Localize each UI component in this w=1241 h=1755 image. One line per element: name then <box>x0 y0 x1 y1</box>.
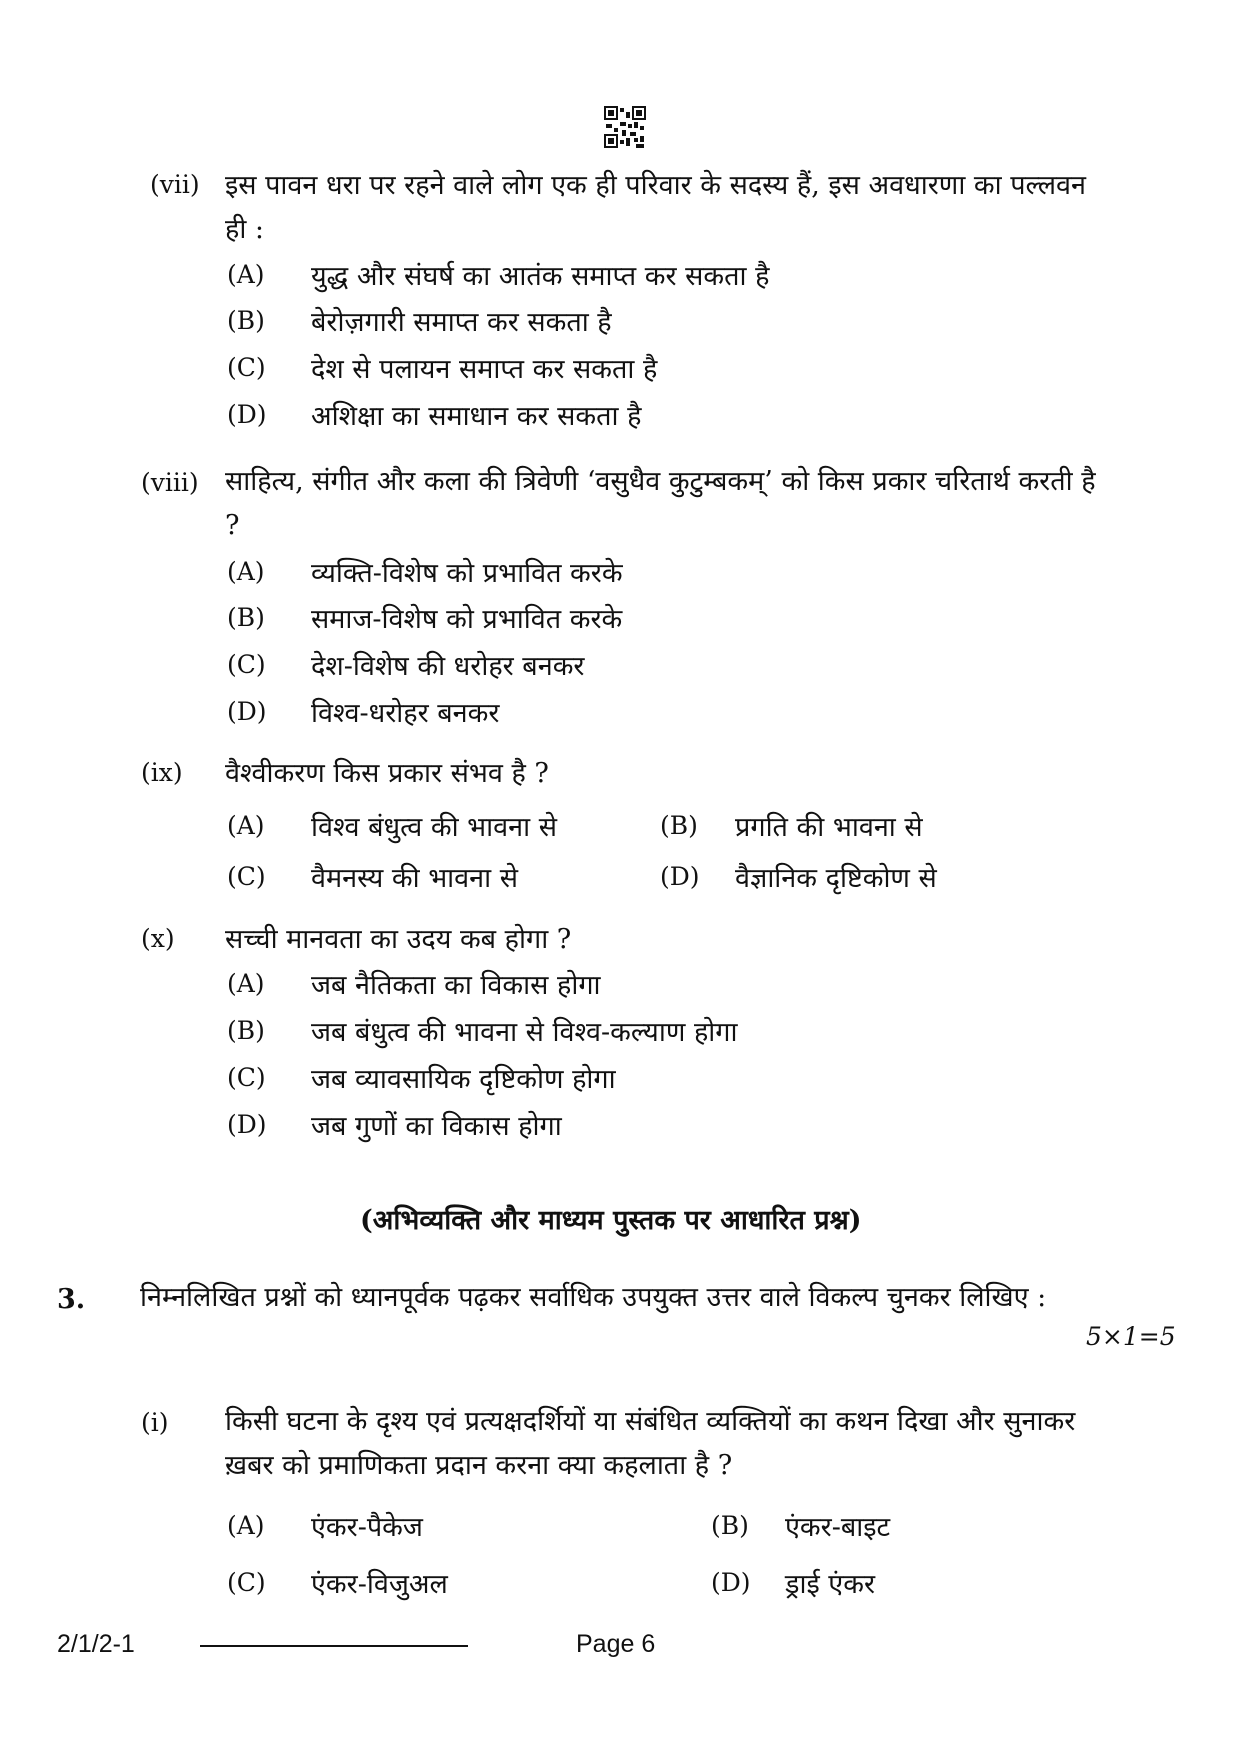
option-text: एंकर-विजुअल <box>311 1569 448 1600</box>
option-text: एंकर-बाइट <box>785 1512 891 1543</box>
question-number: (x) <box>141 924 175 953</box>
option-text: ड्राई एंकर <box>785 1569 875 1600</box>
question-text: वैश्वीकरण किस प्रकार संभव है ? <box>225 758 549 789</box>
question-number: (ix) <box>141 758 183 787</box>
option-label: (A) <box>227 1511 265 1540</box>
option-label: (A) <box>227 811 265 840</box>
option-text: जब गुणों का विकास होगा <box>311 1111 562 1142</box>
question-text: इस पावन धरा पर रहने वाले लोग एक ही परिवार के सदस्य हैं, इस अवधारणा का पल्लवन ही : <box>225 170 1087 245</box>
question-number: (viii) <box>141 468 199 497</box>
question-text: साहित्य, संगीत और कला की त्रिवेणी ‘वसुधैव कुटुम्बकम्’ को किस प्रकार चरितार्थ करती है ? <box>225 466 1096 541</box>
option-text: प्रगति की भावना से <box>735 812 923 843</box>
option-label: (B) <box>660 811 698 840</box>
option-text: देश-विशेष की धरोहर बनकर <box>311 651 585 682</box>
option-label: (D) <box>227 1110 267 1139</box>
option-label: (A) <box>227 969 265 998</box>
option-text: जब व्यावसायिक दृष्टिकोण होगा <box>311 1064 616 1095</box>
option-text: युद्ध और संघर्ष का आतंक समाप्त कर सकता है <box>311 261 770 292</box>
option-label: (C) <box>227 1568 266 1597</box>
qr-code-icon <box>604 106 646 148</box>
option-text: वैज्ञानिक दृष्टिकोण से <box>735 863 937 894</box>
paper-code: 2/1/2-1 <box>57 1630 135 1658</box>
question-text: किसी घटना के दृश्य एवं प्रत्यक्षदर्शियों या संबंधित व्यक्तियों का कथन दिखा और सुनाकर ख़बर को प्रमाणिकता प्रदान करना क्या कहलाता है ? <box>225 1406 1076 1481</box>
option-text: समाज-विशेष को प्रभावित करके <box>311 604 623 635</box>
option-text: व्यक्ति-विशेष को प्रभावित करके <box>311 558 623 589</box>
question-text: सच्ची मानवता का उदय कब होगा ? <box>225 924 572 955</box>
option-text: एंकर-पैकेज <box>311 1512 423 1543</box>
option-text: विश्व-धरोहर बनकर <box>311 698 500 729</box>
option-text: जब नैतिकता का विकास होगा <box>311 970 601 1001</box>
option-text: विश्व बंधुत्व की भावना से <box>311 812 557 843</box>
option-label: (D) <box>227 400 267 429</box>
option-text: अशिक्षा का समाधान कर सकता है <box>311 401 642 432</box>
option-label: (B) <box>711 1511 749 1540</box>
option-label: (D) <box>660 862 700 891</box>
option-label: (A) <box>227 557 265 586</box>
option-label: (C) <box>227 353 266 382</box>
option-text: बेरोज़गारी समाप्त कर सकता है <box>311 307 612 338</box>
option-label: (B) <box>227 603 265 632</box>
option-text: जब बंधुत्व की भावना से विश्व-कल्याण होगा <box>311 1017 738 1048</box>
option-label: (A) <box>227 260 265 289</box>
marks-label: 5×1=5 <box>1086 1322 1176 1351</box>
section-heading: (अभिव्यक्ति और माध्यम पुस्तक पर आधारित प्रश्न) <box>360 1205 862 1236</box>
question-number: 3. <box>57 1284 86 1315</box>
option-label: (D) <box>227 697 267 726</box>
page-number: Page 6 <box>576 1630 656 1658</box>
option-text: देश से पलायन समाप्त कर सकता है <box>311 354 658 385</box>
footer-divider <box>200 1645 468 1647</box>
option-label: (C) <box>227 650 266 679</box>
option-label: (C) <box>227 1063 266 1092</box>
option-label: (B) <box>227 1016 265 1045</box>
question-number: (i) <box>141 1408 169 1437</box>
question-number: (vii) <box>150 170 200 199</box>
option-text: वैमनस्य की भावना से <box>311 863 518 894</box>
option-label: (D) <box>711 1568 751 1597</box>
question-text: निम्नलिखित प्रश्नों को ध्यानपूर्वक पढ़कर सर्वाधिक उपयुक्त उत्तर वाले विकल्प चुनकर लिखिए : <box>140 1282 1047 1313</box>
option-label: (B) <box>227 306 265 335</box>
option-label: (C) <box>227 862 266 891</box>
